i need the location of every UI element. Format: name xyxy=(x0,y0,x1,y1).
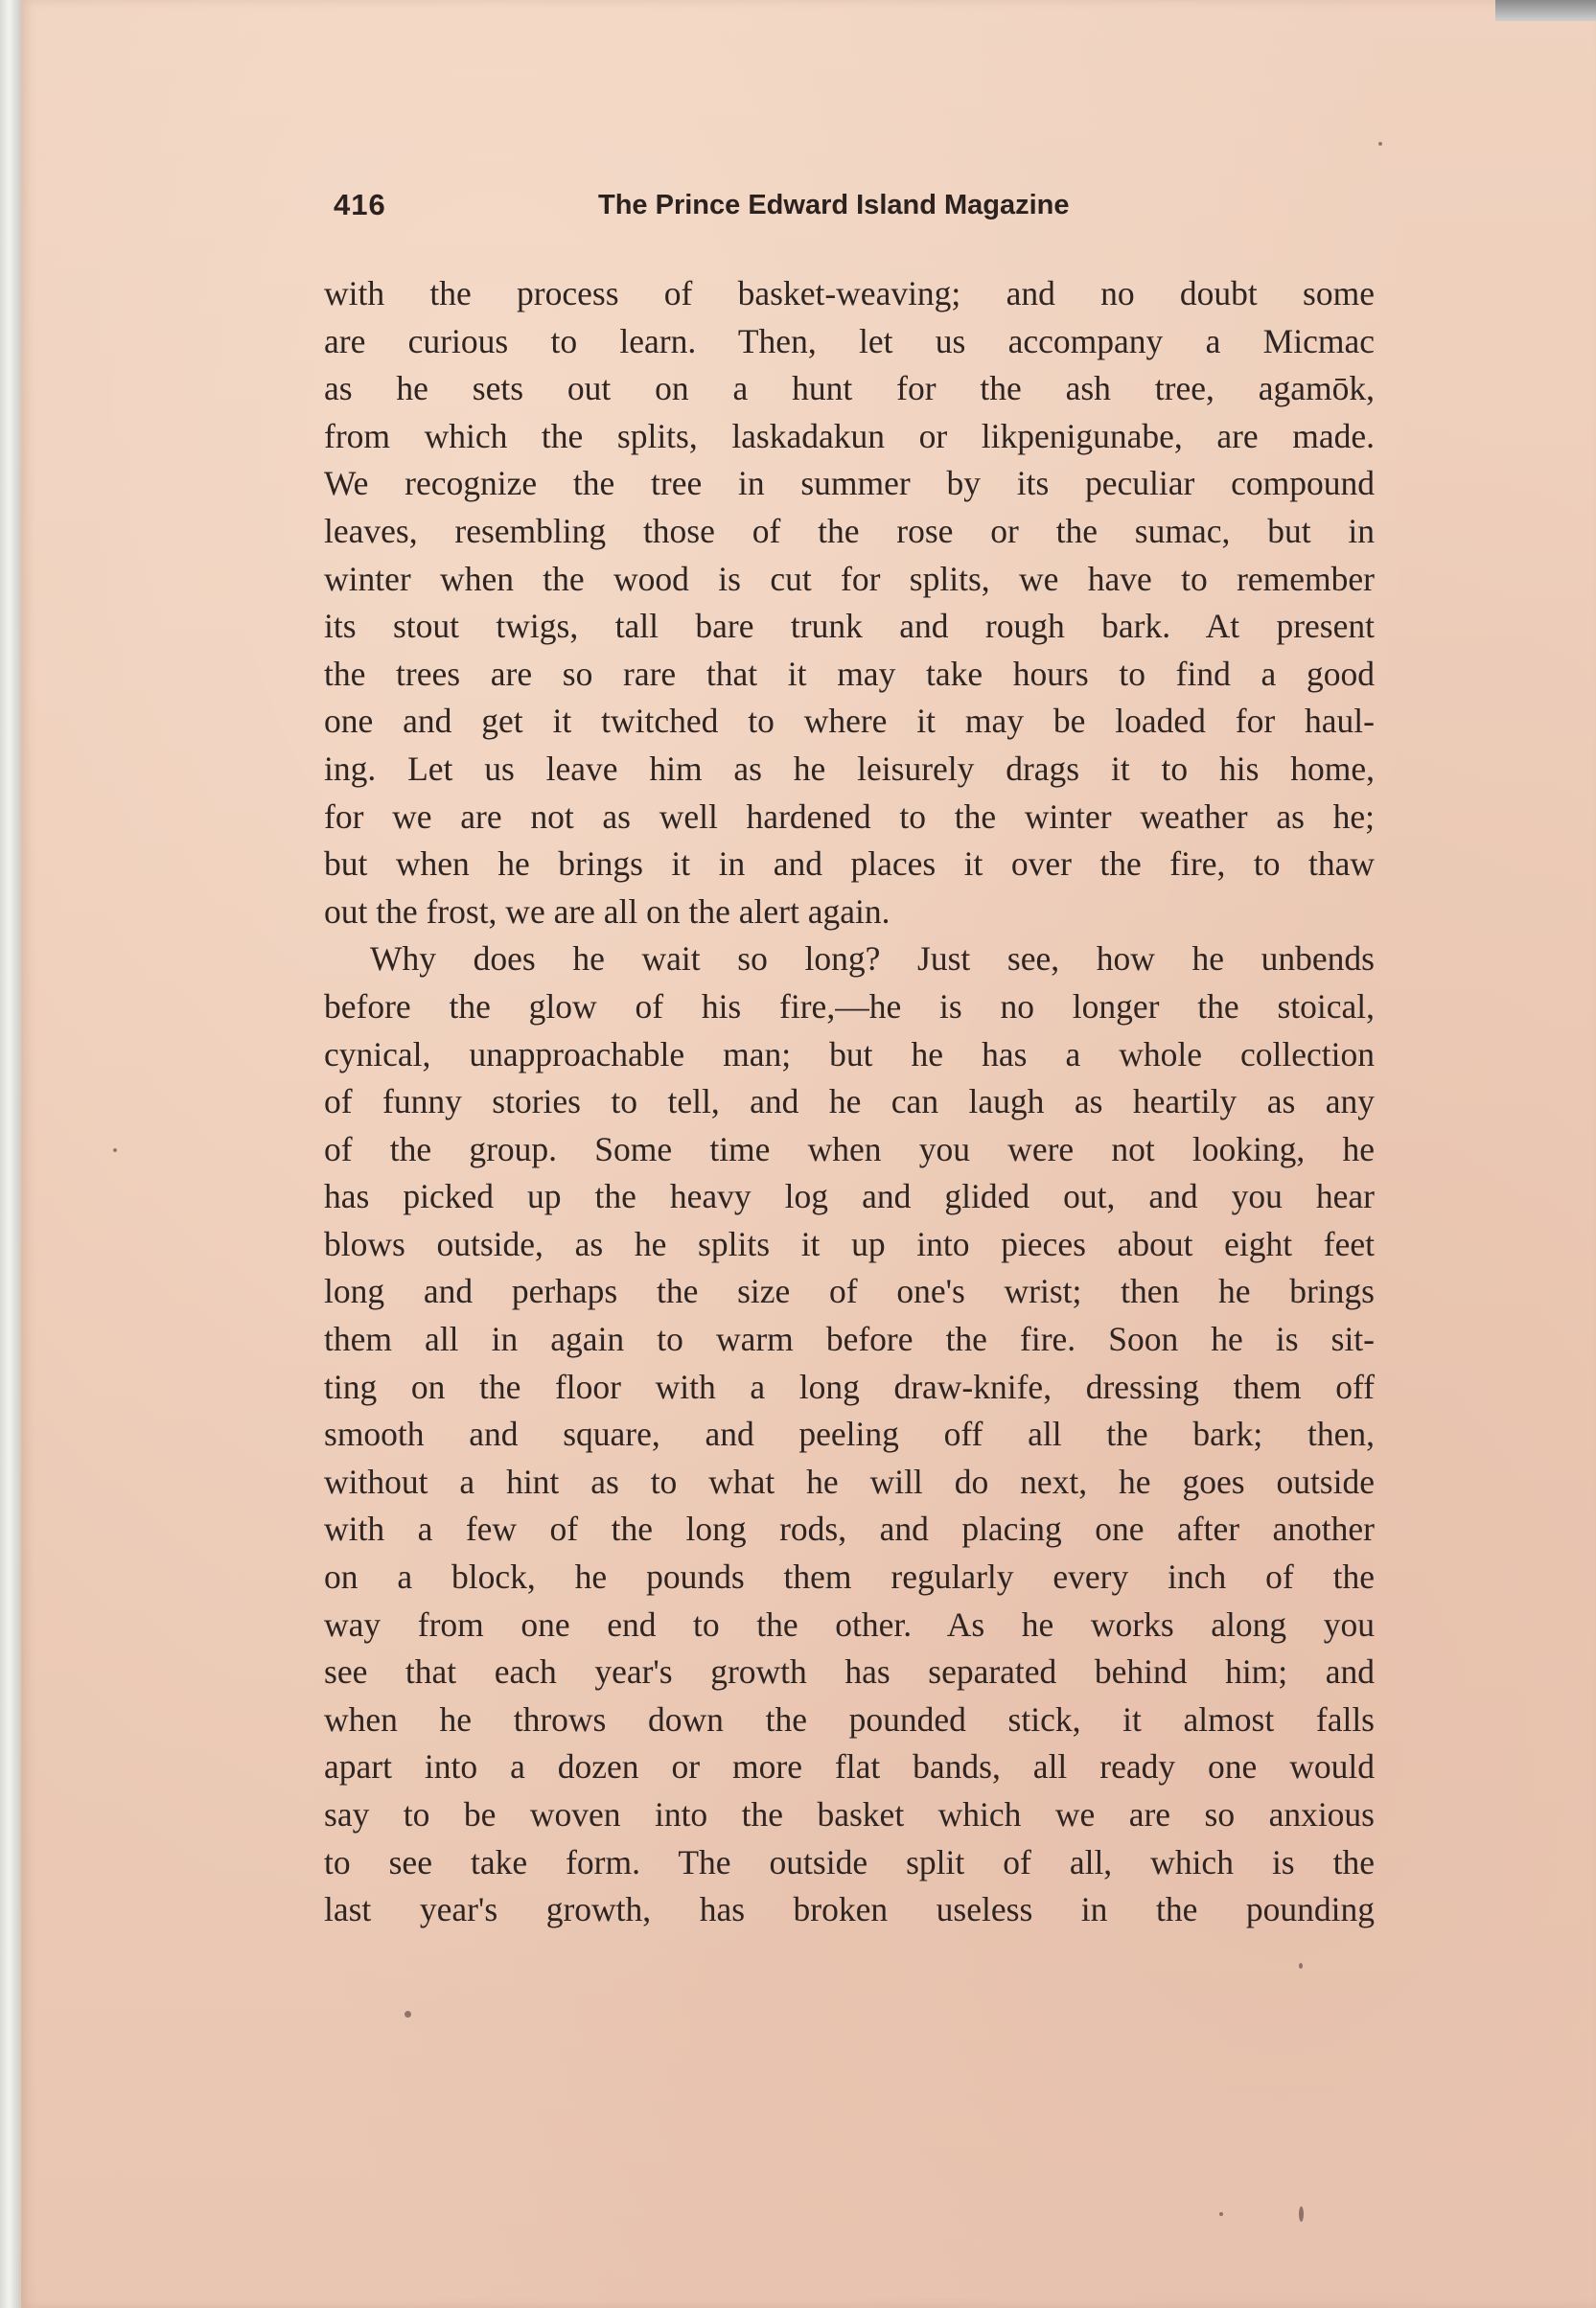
text-line: blows outside, as he splits it up into pieces about eight feet xyxy=(324,1224,1375,1263)
text-line: but when he brings it in and places it over the fire, to thaw xyxy=(324,844,1375,884)
page-number: 416 xyxy=(334,188,386,221)
text-line: with the process of basket-weaving; and no doubt some xyxy=(324,274,1375,312)
page-header xyxy=(334,188,1373,230)
text-line: from which the splits, laskadakun or likpenigunabe, are made. xyxy=(324,416,1375,455)
text-line: leaves, resembling those of the rose or the sumac, but in xyxy=(324,511,1375,550)
paper-speck xyxy=(1219,2212,1223,2216)
text-line: are curious to learn. Then, let us accompany a Micmac xyxy=(324,321,1375,360)
text-line: see that each year's growth has separated behind him; and xyxy=(324,1652,1375,1692)
text-line: Why does he wait so long? Just see, how he unbends xyxy=(370,939,1375,979)
text-line: winter when the wood is cut for splits, we have to remember xyxy=(324,559,1375,598)
paper-speck xyxy=(1378,142,1382,146)
paper-speck xyxy=(113,1148,117,1152)
text-line: the trees are so rare that it may take hours to find a good xyxy=(324,654,1375,693)
text-line: to see take form. The outside split of all, which is the xyxy=(324,1842,1375,1881)
text-line: smooth and square, and peeling off all the bark; then, xyxy=(324,1415,1375,1454)
running-title: The Prince Edward Island Magazine xyxy=(598,190,1070,220)
text-line: say to be woven into the basket which we are so anxious xyxy=(324,1795,1375,1834)
text-line: way from one end to the other. As he works along you xyxy=(324,1604,1375,1644)
text-line: last year's growth, has broken useless in the pounding xyxy=(324,1890,1375,1929)
text-line: on a block, he pounds them regularly every inch of the xyxy=(324,1558,1375,1597)
text-line: long and perhaps the size of one's wrist; then he brings xyxy=(324,1272,1375,1311)
text-line: without a hint as to what he will do next, he goes outside xyxy=(324,1462,1375,1501)
body-text xyxy=(324,270,1375,1934)
text-line: We recognize the tree in summer by its peculiar compound xyxy=(324,464,1375,503)
text-line: before the glow of his fire,—he is no longer the stoical, xyxy=(324,986,1375,1026)
page-edge-shadow xyxy=(1495,0,1596,21)
book-spine xyxy=(0,0,23,2308)
text-line: ting on the floor with a long draw-knife, dressing them off xyxy=(324,1367,1375,1406)
text-line: ing. Let us leave him as he leisurely drags it to his home, xyxy=(324,749,1375,788)
paper-speck xyxy=(1299,1963,1303,1969)
text-line: one and get it twitched to where it may be loaded for haul- xyxy=(324,702,1375,741)
text-line: for we are not as well hardened to the winter weather as he; xyxy=(324,796,1375,836)
text-line: when he throws down the pounded stick, it almost falls xyxy=(324,1699,1375,1739)
text-line: out the frost, we are all on the alert again. xyxy=(324,891,891,931)
text-line: them all in again to warm before the fire. Soon he is sit- xyxy=(324,1320,1375,1359)
text-line: apart into a dozen or more flat bands, all ready one would xyxy=(324,1747,1375,1787)
paper-speck xyxy=(405,2011,411,2018)
text-line: of funny stories to tell, and he can laugh as heartily as any xyxy=(324,1082,1375,1121)
text-line: of the group. Some time when you were not looking, he xyxy=(324,1129,1375,1168)
text-line: cynical, unapproachable man; but he has a whole collection xyxy=(324,1034,1375,1073)
text-line: its stout twigs, tall bare trunk and rough bark. At present xyxy=(324,607,1375,646)
text-line: has picked up the heavy log and glided out, and you hear xyxy=(324,1177,1375,1216)
paper-speck xyxy=(1299,2206,1304,2222)
text-line: with a few of the long rods, and placing one after another xyxy=(324,1510,1375,1549)
text-line: as he sets out on a hunt for the ash tree, agamōk, xyxy=(324,369,1375,408)
